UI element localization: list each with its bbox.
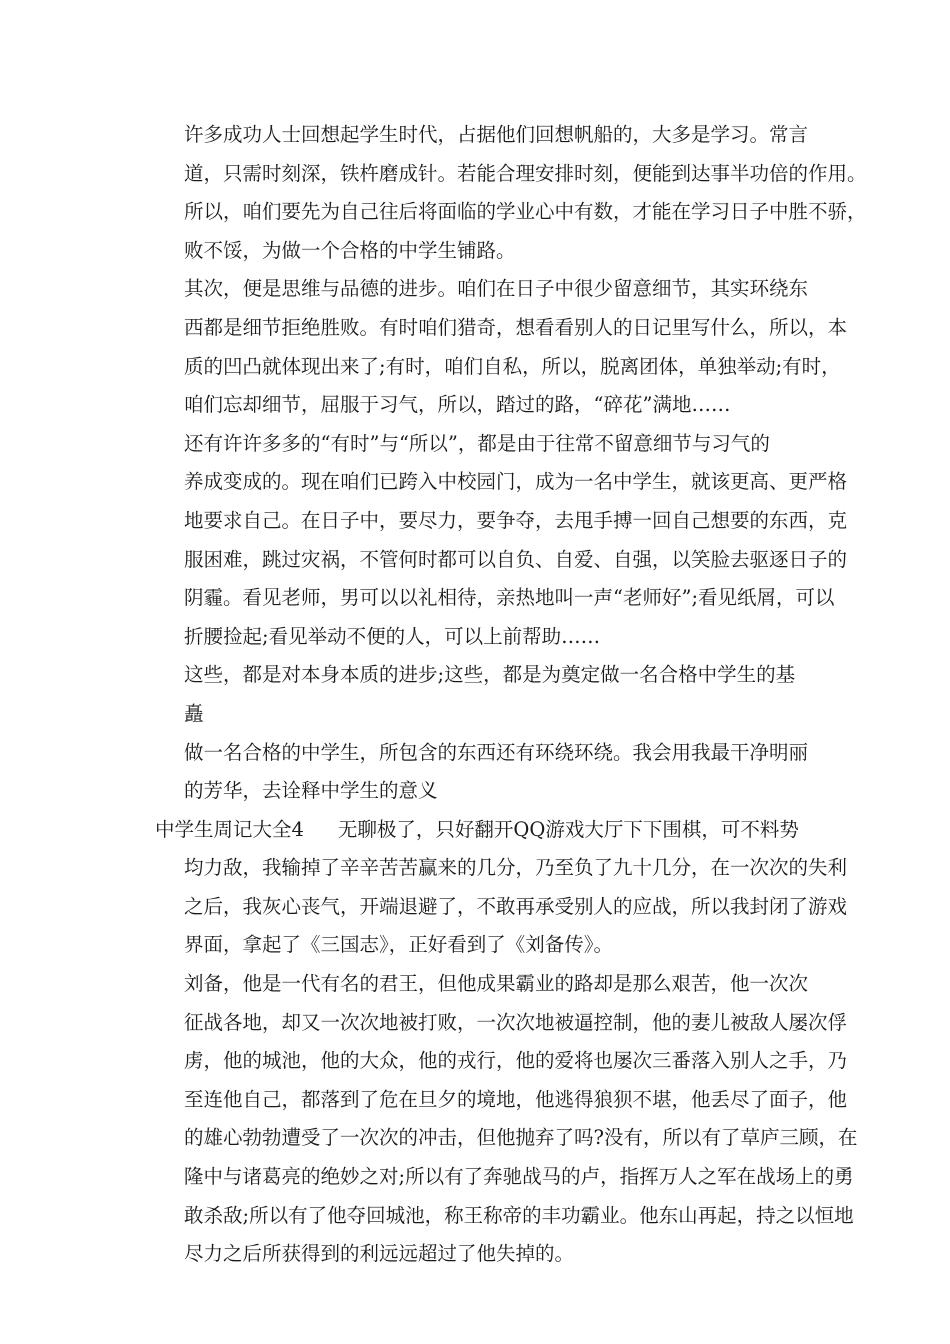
text-line: 虏，他的城池，他的大众，他的戎行，他的爱将也屡次三番落入别人之手，乃 [184, 1049, 848, 1073]
text-line: 之后，我灰心丧气，开端退避了，不敢再承受别人的应战，所以我封闭了游戏 [184, 894, 848, 918]
paragraph-6 [145, 811, 848, 965]
heading-line [145, 811, 810, 850]
text-line: 界面，拿起了《三国志》，正好看到了《刘备传》。 [184, 933, 614, 957]
paragraph-1 [145, 116, 867, 270]
text-line: 这些，都是对本身本质的进步;这些，都是为奠定做一名合格中学生的基 [184, 663, 796, 687]
document-body [145, 116, 867, 1274]
text-line: 服困难，跳过灾祸，不管何时都可以自负、自爱、自强，以笑脸去驱逐日子的 [184, 547, 848, 571]
text-line: 质的凹凸就体现出来了;有时，咱们自私，所以，脱离团体，单独举动;有时， [184, 354, 841, 378]
text-line: 敢杀敌;所以有了他夺回城池，称王称帝的丰功霸业。他东山再起，持之以恒地 [184, 1203, 854, 1227]
text-line: 的芳华，去诠释中学生的意义 [184, 779, 438, 803]
text-line: 阴霾。看见老师，男可以以礼相待，亲热地叫一声“老师好”;看见纸屑，可以 [184, 586, 835, 610]
paragraph-3 [145, 425, 848, 657]
paragraph-5 [145, 734, 810, 811]
paragraph-2 [145, 270, 848, 424]
text-line: 败不馁，为做一个合格的中学生铺路。 [184, 238, 516, 262]
text-line: 无聊极了，只好翻开QQ游戏大厅下下围棋，可不料势 [337, 817, 799, 841]
text-line: 道，只需时刻深，铁杵磨成针。若能合理安排时刻，便能到达事半功倍的作用。 [184, 161, 867, 185]
text-line: 均力敌，我输掉了辛辛苦苦赢来的几分，乃至负了九十几分，在一次次的失利 [184, 856, 848, 880]
text-line: 许多成功人士回想起学生时代，占据他们回想帆船的，大多是学习。常言 [184, 123, 809, 146]
text-line: 还有许许多多的“有时”与“所以”，都是由于往常不留意细节与习气的 [184, 431, 770, 455]
text-line: 做一名合格的中学生，所包含的东西还有环绕环绕。我会用我最干净明丽 [184, 740, 809, 764]
text-line: 尽力之后所获得到的利远远超过了他失掉的。 [184, 1242, 575, 1266]
text-line: 咱们忘却细节，屈服于习气，所以，踏过的路，“碎花”满地…… [184, 393, 731, 417]
text-line: 地要求自己。在日子中，要尽力，要争夺，去甩手搏一回自己想要的东西，克 [184, 508, 848, 532]
text-line: 征战各地，却又一次次地被打败，一次次地被逼控制，他的妻儿被敌人屡次俘 [184, 1010, 848, 1034]
section-heading: 中学生周记大全4 [155, 817, 304, 841]
paragraph-4 [145, 656, 810, 733]
text-line: 所以，咱们要先为自己往后将面临的学业心中有数，才能在学习日子中胜不骄， [184, 200, 867, 224]
text-line: 养成变成的。现在咱们已跨入中校园门，成为一名中学生，就该更高、更严格 [184, 470, 848, 494]
text-line: 西都是细节拒绝胜败。有时咱们猎奇，想看看别人的日记里写什么，所以，本 [184, 315, 848, 339]
text-line: 矗 [184, 701, 204, 725]
text-line: 隆中与诸葛亮的绝妙之对;所以有了奔驰战马的卢，指挥万人之军在战场上的勇 [184, 1165, 854, 1189]
text-line: 其次，便是思维与品德的进步。咱们在日子中很少留意细节，其实环绕东 [184, 277, 809, 301]
text-line: 的雄心勃勃遭受了一次次的冲击，但他抛弃了吗?没有，所以有了草庐三顾，在 [184, 1126, 858, 1150]
text-line: 至连他自己，都落到了危在旦夕的境地，他逃得狼狈不堪，他丢尽了面子，他 [184, 1087, 848, 1111]
text-line: 刘备，他是一代有名的君王，但他成果霸业的路却是那么艰苦，他一次次 [184, 972, 809, 996]
paragraph-7 [145, 965, 858, 1274]
text-line: 折腰捡起;看见举动不便的人，可以上前帮助…… [184, 624, 601, 648]
